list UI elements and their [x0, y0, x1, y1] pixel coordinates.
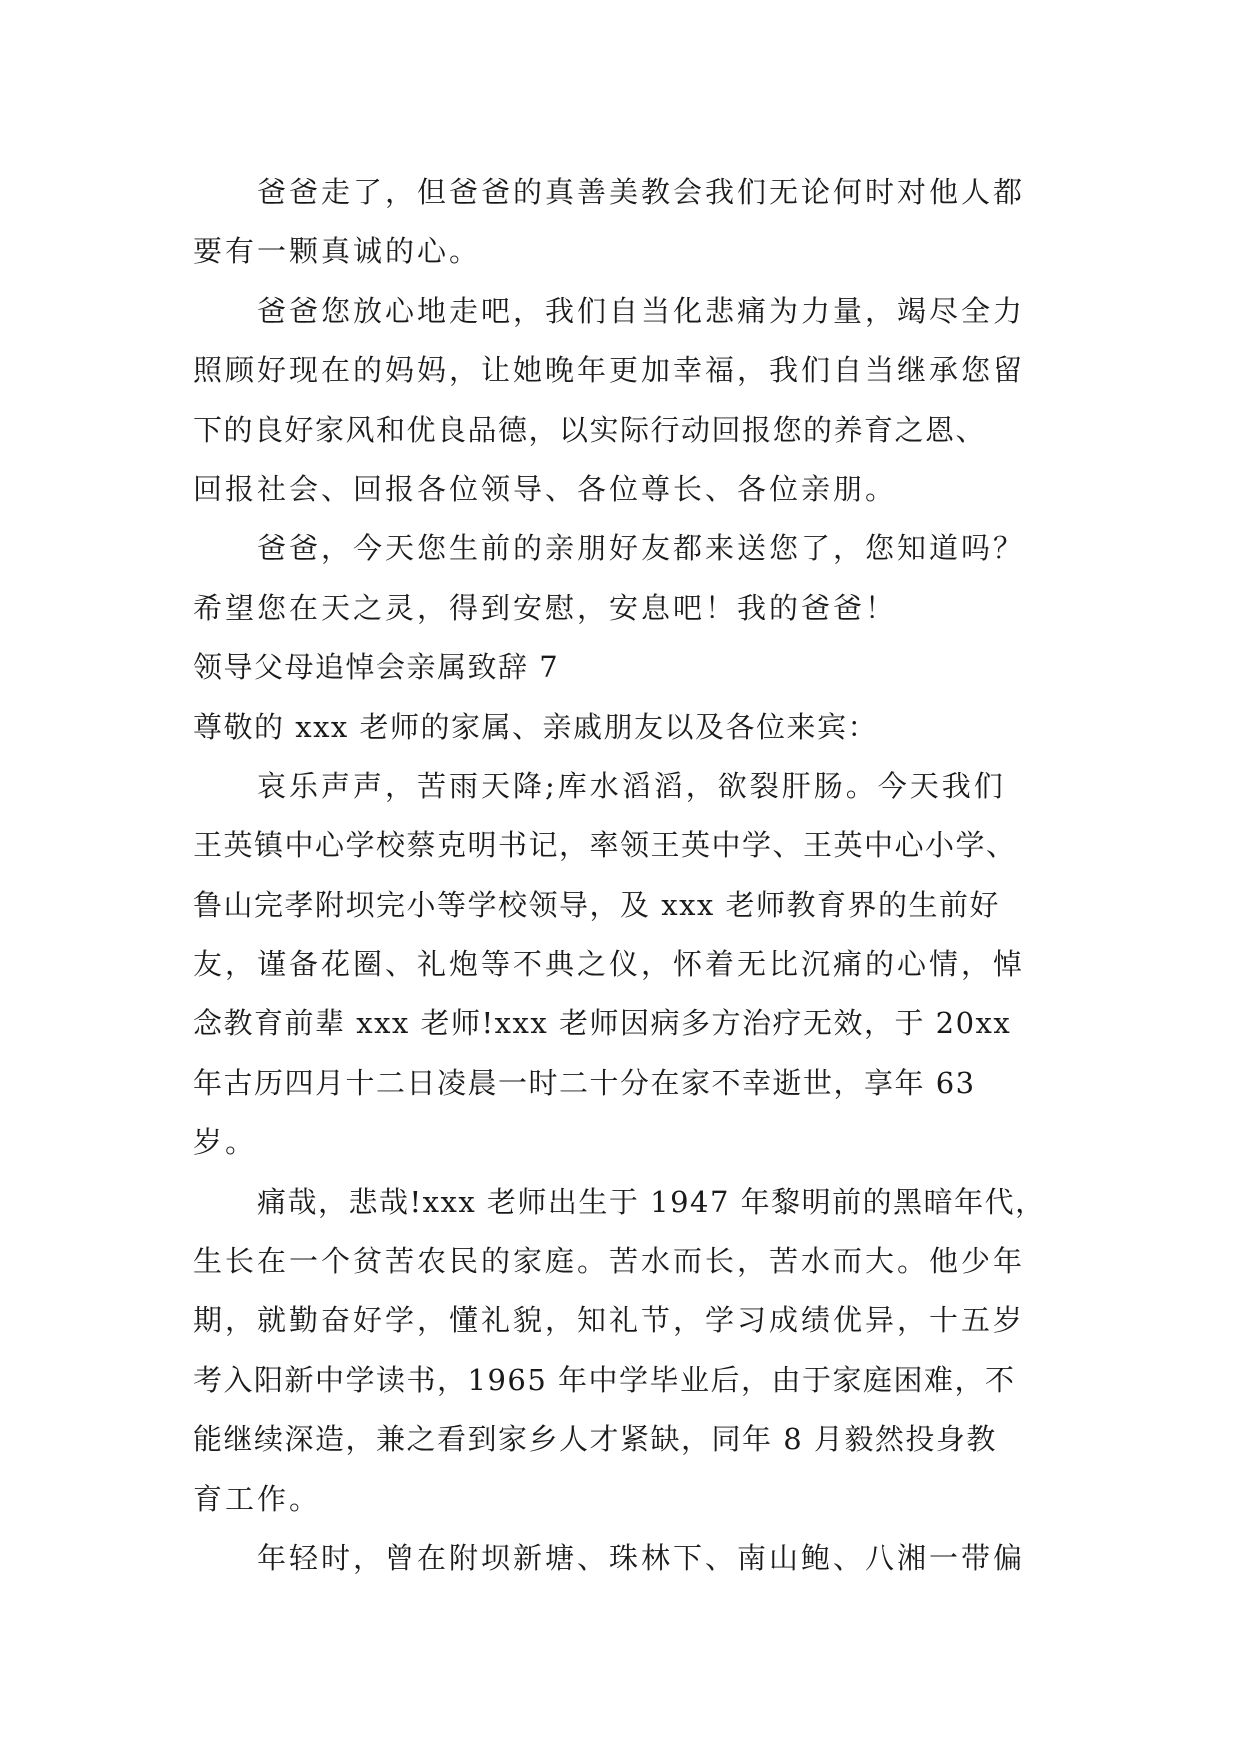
text-line: 哀乐声声，苦雨天降;库水滔滔，欲裂肝肠。今天我们 [257, 768, 1006, 803]
text-line: 爸爸您放心地走吧，我们自当化悲痛为力量，竭尽全力 [257, 293, 1026, 328]
text-line: 年轻时，曾在附坝新塘、珠林下、南山鲍、八湘一带偏 [257, 1540, 1026, 1575]
section-heading: 领导父母追悼会亲属致辞 7 [193, 650, 560, 685]
text-line: 希望您在天之灵，得到安慰，安息吧！我的爸爸！ [193, 590, 898, 625]
text-line: 回报社会、回报各位领导、各位尊长、各位亲朋。 [193, 471, 898, 506]
text-line: 育工作。 [193, 1481, 322, 1516]
text-line: 友，谨备花圈、礼炮等不典之仪，怀着无比沉痛的心情，悼 [193, 947, 1026, 982]
text-line: 岁。 [193, 1125, 258, 1160]
text-line: 年古历四月十二日凌晨一时二十分在家不幸逝世，享年 63 [193, 1065, 976, 1100]
text-line: 要有一颗真诚的心。 [193, 234, 482, 269]
text-line: 期，就勤奋好学，懂礼貌，知礼节，学习成绩优异，十五岁 [193, 1303, 1026, 1338]
text-line: 王英镇中心学校蔡克明书记，率领王英中学、王英中心小学、 [193, 828, 1017, 863]
text-line: 能继续深造，兼之看到家乡人才紧缺，同年 8 月毅然投身教 [193, 1422, 997, 1457]
salutation-line: 尊敬的 xxx 老师的家属、亲戚朋友以及各位来宾： [193, 709, 879, 744]
text-line: 鲁山完孝附坝完小等学校领导，及 xxx 老师教育界的生前好 [193, 887, 1001, 922]
text-line: 照顾好现在的妈妈，让她晚年更加幸福，我们自当继承您留 [193, 353, 1026, 388]
text-line: 念教育前辈 xxx 老师!xxx 老师因病多方治疗无效，于 20xx [193, 1006, 1012, 1041]
text-line: 考入阳新中学读书，1965 年中学毕业后，由于家庭困难，不 [193, 1362, 1016, 1397]
text-line: 下的良好家风和优良品德，以实际行动回报您的养育之恩、 [193, 412, 987, 447]
text-line: 生长在一个贫苦农民的家庭。苦水而长，苦水而大。他少年 [193, 1244, 1026, 1279]
text-line: 痛哉，悲哉!xxx 老师出生于 1947 年黎明前的黑暗年代， [257, 1184, 1046, 1219]
text-line: 爸爸，今天您生前的亲朋好友都来送您了，您知道吗？ [257, 531, 1026, 566]
eulogy-text [193, 163, 1055, 1588]
text-line: 爸爸走了，但爸爸的真善美教会我们无论何时对他人都 [257, 175, 1026, 209]
